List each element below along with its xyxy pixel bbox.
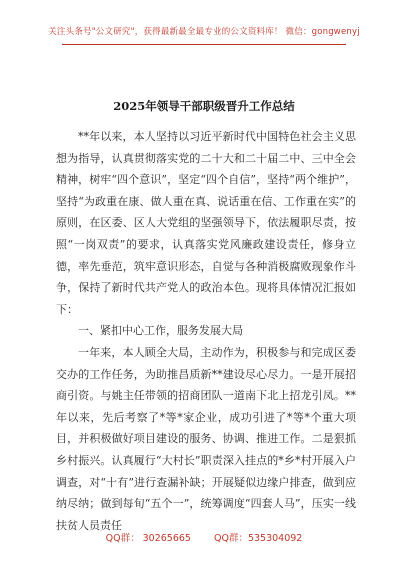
document-body [56, 126, 356, 536]
footer [0, 530, 408, 544]
section-heading: 一、紧扣中心工作，服务发展大局 [78, 324, 243, 338]
qq-group-2: QQ群：535304092 [214, 533, 303, 544]
header-banner: 关注头条号"公文研究"，获得最新最全最专业的公文资料库！ 微信：gongwenyj [48, 27, 360, 37]
qq-group-1: QQ群： 30265665 [105, 533, 191, 544]
body-paragraph: 一年来，本人顾全大局，主动作为，积极参与和完成区委交办的工作任务，为助推昌质新**建设尽心尽力。一是开展招商引资。与姚主任带领的招商团队一道南下北上招龙引凤。**年以来，先后考察了*等*家企业，成功引进了*等*个重大项目，并积极做好项目建设的服务、协调、推进工作。二是狠抓乡村振兴。认真履行“大村长”职责深入挂点的*乡*村开展入户调查，对“十有”进行查漏补缺；开展疑似边缘户排查，做到应纳尽纳；做到每旬“五个一”，统筹调度“四套人马”，压实一线扶贫人员责任 [56, 345, 356, 532]
body-paragraph: **年以来，本人坚持以习近平新时代中国特色社会主义思想为指导，认真贯彻落实党的二十大和二十届二中、三中全会精神，树牢“四个意识”，坚定“四个自信”，坚持“两个维护”，坚持“为政重在康、做人重在真、说话重在信、工作重在实”的原则，在区委、区人大党组的坚强领导下，依法履职尽责，按照“一岗双责”的要求，认真落实党风廉政建设责任，修身立德，率先垂范，筑牢意识形态，自觉与各种消极腐败现象作斗争，保持了新时代共产党人的政治本色。现将具体情况汇报如下： [56, 130, 356, 316]
header-divider [62, 44, 346, 45]
document-title: 2025年领导干部职级晋升工作总结 [113, 99, 295, 113]
